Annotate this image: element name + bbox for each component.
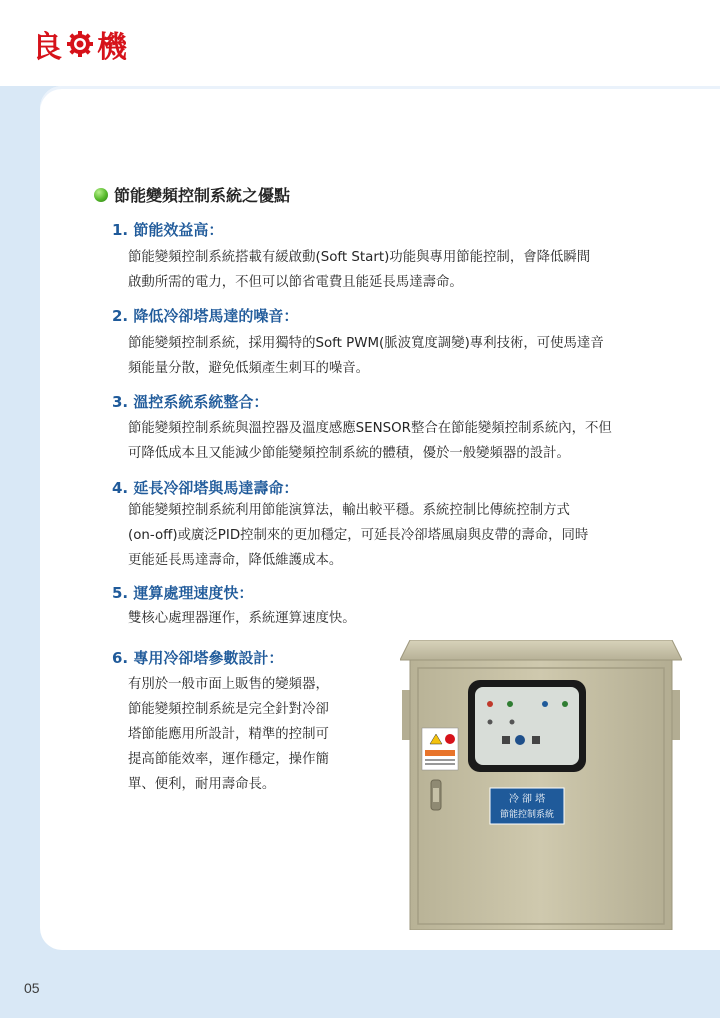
item-body-4 [128, 498, 588, 573]
item-6-line-3: 塔節能應用所設計，精準的控制可 [128, 727, 329, 742]
item-body-6 [128, 672, 329, 797]
item-title-2: 2. 降低冷卻塔馬達的噪音： [112, 307, 299, 325]
section-heading [94, 183, 290, 206]
item-4-line-3: 更能延長馬達壽命，降低維護成本。 [128, 553, 343, 568]
item-5-line-1: 雙核心處理器運作，系統運算速度快。 [128, 611, 356, 626]
item-body-1 [128, 245, 590, 295]
item-body-2 [128, 331, 604, 381]
item-4-line-1: 節能變頻控制系統利用節能演算法，輸出較平穩。系統控制比傳統控制方式 [128, 503, 570, 518]
control-cabinet-photo [400, 640, 682, 930]
logo-char-left: 良 [32, 30, 63, 65]
item-title-3: 3. 溫控系統系統整合： [112, 393, 269, 411]
item-2-line-1: 節能變頻控制系統，採用獨特的Soft PWM(脈波寬度調變)專利技術，可使馬達音 [128, 336, 604, 351]
item-body-3 [128, 416, 612, 466]
gear-logo-icon [66, 30, 94, 58]
section-heading-text: 節能變頻控制系統之優點 [114, 186, 291, 205]
item-title-5: 5. 運算處理速度快： [112, 584, 254, 602]
item-3-line-2: 可降低成本且又能減少節能變頻控制系統的體積，優於一般變頻器的設計。 [128, 446, 570, 461]
item-title-1: 1. 節能效益高： [112, 221, 224, 239]
item-title-6: 6. 專用冷卻塔參數設計： [112, 649, 284, 667]
device-label-line2: 節能控制系統 [499, 810, 555, 820]
item-1-line-2: 啟動所需的電力，不但可以節省電費且能延長馬達壽命。 [128, 275, 463, 290]
logo-char-right: 機 [97, 30, 128, 65]
green-bullet-icon [94, 188, 108, 202]
item-6-line-5: 單、便利，耐用壽命長。 [128, 777, 276, 792]
page-number: 05 [24, 980, 40, 996]
item-4-line-2: (on-off)或廣泛PID控制來的更加穩定，可延長冷卻塔風扇與皮帶的壽命，同時 [128, 528, 589, 543]
item-6-line-4: 提高節能效率，運作穩定，操作簡 [128, 752, 329, 767]
item-title-4: 4. 延長冷卻塔與馬達壽命： [112, 479, 299, 497]
item-3-line-1: 節能變頻控制系統與溫控器及溫度感應SENSOR整合在節能變頻控制系統內，不但 [128, 421, 612, 436]
item-body-5 [128, 606, 356, 631]
device-label-line1: 冷 卻 塔 [508, 794, 546, 805]
item-6-line-1: 有別於一般市面上販售的變頻器， [128, 677, 329, 692]
item-1-line-1: 節能變頻控制系統搭載有緩啟動(Soft Start)功能與專用節能控制，會降低瞬間 [128, 250, 591, 265]
item-2-line-2: 頻能量分散，避免低頻產生刺耳的噪音。 [128, 361, 370, 376]
brand-logo [32, 24, 128, 64]
item-6-line-2: 節能變頻控制系統是完全針對冷卻 [128, 702, 329, 717]
